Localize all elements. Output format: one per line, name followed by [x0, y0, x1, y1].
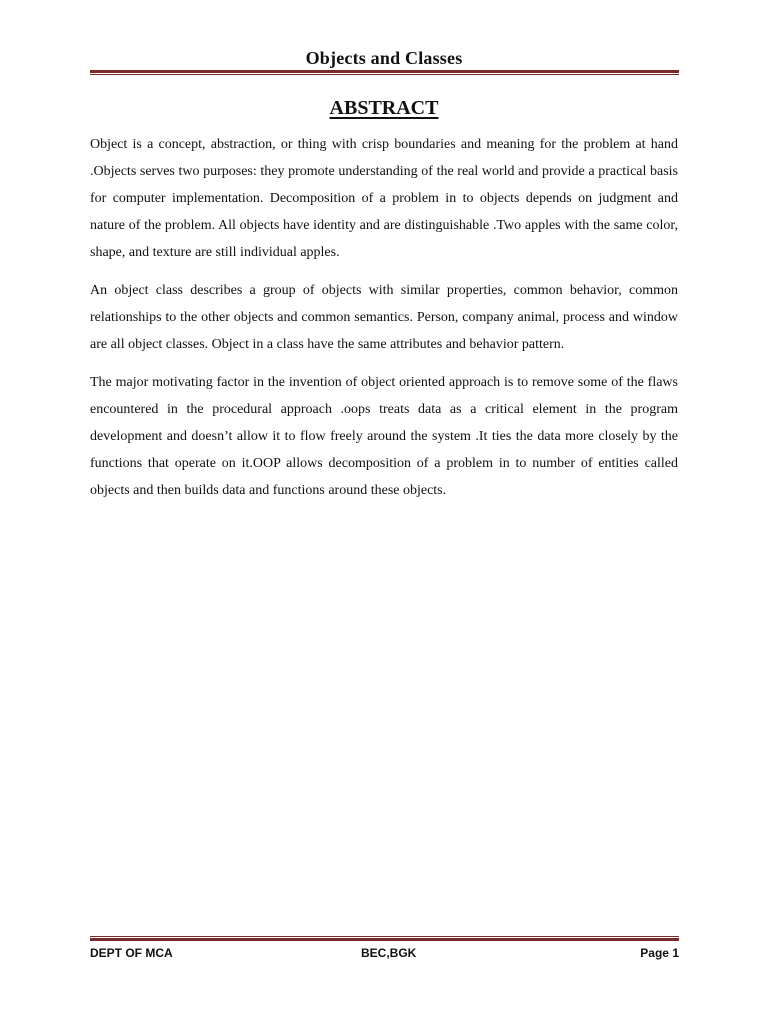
footer-institution: BEC,BGK: [361, 946, 417, 960]
paragraph: Object is a concept, abstraction, or thing with crisp boundaries and meaning for the problem at hand .Objects serves two purposes: they promote understanding of the real world and provide a practical basis for computer implementation. Decomposition of a problem in to objects depends on judgment and nature of the problem. All objects have identity and are distinguishable .Two apples with the same color, shape, and texture are still individual apples.: [90, 137, 678, 260]
section-heading: ABSTRACT: [329, 97, 439, 119]
page-footer: [90, 944, 679, 962]
paragraph: An object class describes a group of objects with similar properties, common behavior, common relationships to the other objects and common semantics. Person, company animal, process and window are all object classes. Object in a class have the same attributes and behavior pattern.: [90, 283, 678, 352]
body-text: [90, 131, 678, 515]
page-number: Page 1: [640, 946, 679, 960]
footer-department: DEPT OF MCA: [90, 946, 173, 960]
running-header-title: Objects and Classes: [305, 48, 463, 68]
footer-divider: [90, 936, 679, 941]
header-divider: [90, 70, 679, 75]
paragraph: The major motivating factor in the invention of object oriented approach is to remove some of the flaws encountered in the procedural approach .oops treats data as a critical element in the program development and doesn’t allow it to flow freely around the system .It ties the data more closely by the functions that operate on it.OOP allows decomposition of a problem in to number of entities called objects and then builds data and functions around these objects.: [90, 375, 678, 498]
